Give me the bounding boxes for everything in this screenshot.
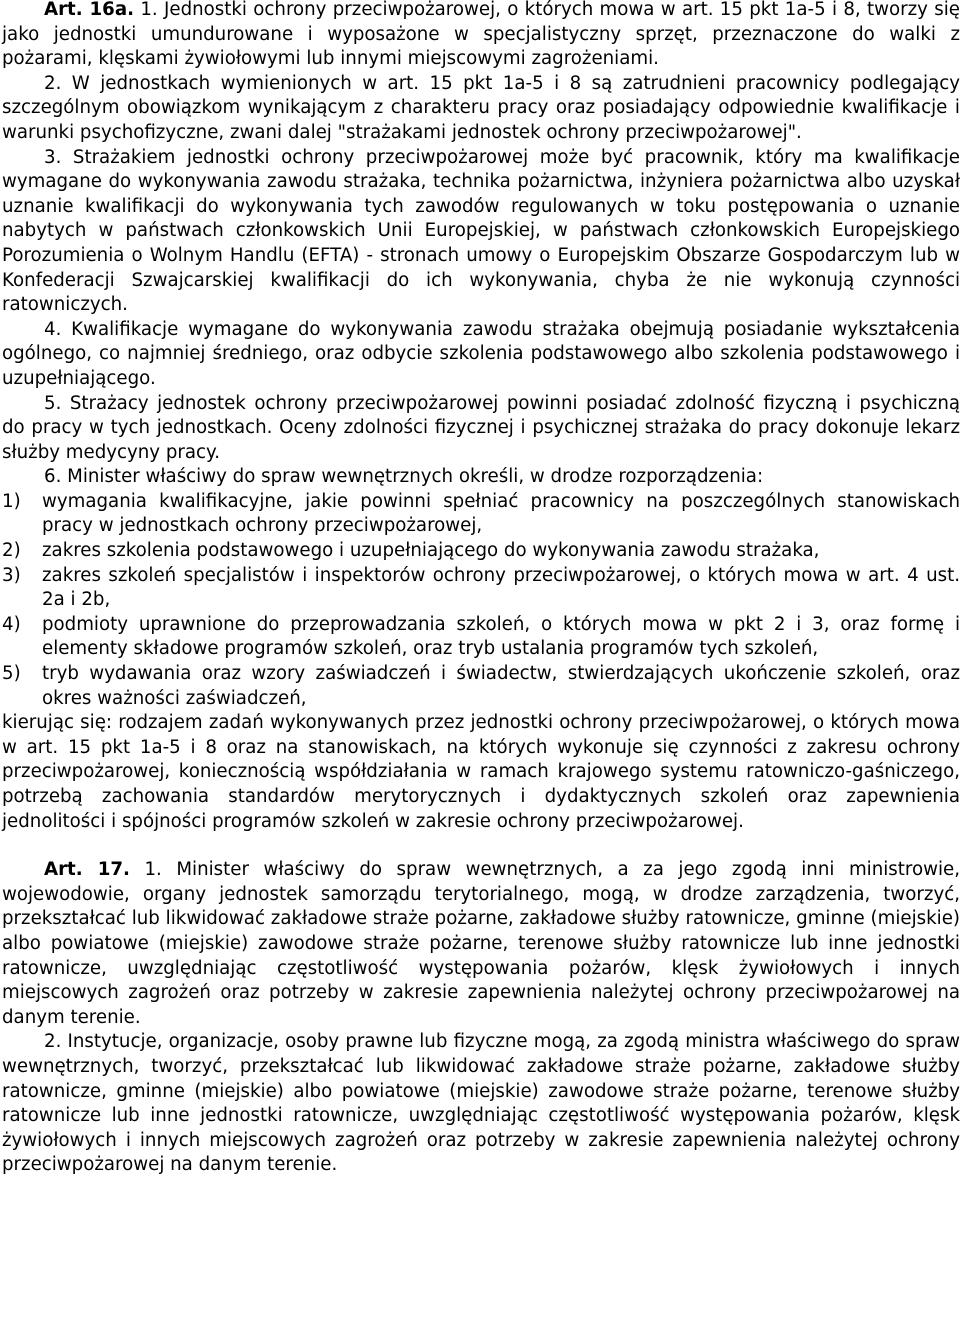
list-item (2, 490, 960, 539)
list-item-number: 2) (2, 540, 21, 562)
art16a-label: Art. 16a. (44, 0, 135, 20)
art16a-closing-paragraph: kierując się: rodzajem zadań wykonywanych przez jednostki ochrony przeciwpożarowej, o których mowa w art. 15 pkt 1a-5 i 8 oraz na stanowiskach, na których wykonuje się czynności z zakresu ochrony przeciwpożarowej, koniecznością współdziałania w ramach krajowego systemu ratowniczo-gaśniczego, potrzebą zachowania standardów merytorycznych i dydaktycznych szkoleń oraz zapewnienia jednolitości i spójności programów szkoleń w zakresie ochrony przeciwpożarowej. (2, 712, 960, 832)
list-item-text: wymagania kwalifikacyjne, jakie powinni spełniać pracownicy na poszczególnych stanowiskach pracy w jednostkach ochrony przeciwpożarowej, (42, 490, 960, 537)
art16a-paragraph-3: 3. Strażakiem jednostki ochrony przeciwpożarowej może być pracownik, który ma kwalifikacje wymagane do wykonywania zawodu strażaka, technika pożarnictwa, inżyniera pożarnictwa albo uzyskał uznanie kwalifikacji do wykonywania tych zawodów regulowanych w toku postępowania o uznanie nabytych w państwach członkowskich Unii Europejskiej, w państwach członkowskich Europejskiego Porozumienia o Wolnym Handlu (EFTA) - stronach umowy o Europejskim Obszarze Gospodarczym lub w Konfederacji Szwajcarskiej kwalifikacji do ich wykonywania, chyba że nie wykonują czynności ratowniczych. (2, 146, 960, 316)
list-item (2, 539, 960, 564)
list-item-number: 1) (2, 490, 21, 512)
art17-label: Art. 17. (44, 859, 130, 881)
list-item (2, 662, 960, 711)
list-item (2, 564, 960, 613)
list-item (2, 613, 960, 662)
section-spacer (2, 834, 960, 858)
art16a-p1-text: 1. Jednostki ochrony przeciwpożarowej, o których mowa w art. 15 pkt 1a-5 i 8, tworzy się jako jednostki umundurowane i wyposażone w specjalistyczny sprzęt, przeznaczone do walki z pożarami, klęskami żywiołowymi lub innymi miejscowymi zagrożeniami. (2, 0, 960, 70)
list-item-text: podmioty uprawnione do przeprowadzania szkoleń, o których mowa w pkt 2 i 3, oraz formę i elementy składowe programów szkoleń, oraz tryb ustalania programów tych szkoleń, (42, 613, 960, 660)
list-item-text: zakres szkoleń specjalistów i inspektorów ochrony przeciwpożarowej, o których mowa w art. 4 ust. 2a i 2b, (42, 564, 960, 611)
art17-p1-text: 1. Minister właściwy do spraw wewnętrznych, a za jego zgodą inni ministrowie, wojewodowie, organy jednostek samorządu terytorialnego, mogą, w drodze zarządzenia, tworzyć, przekształcać lub likwidować zakładowe straże pożarne, zakładowe służby ratownicze, gminne (miejskie) albo powiatowe (miejskie) zawodowe straże pożarne, terenowe służby ratownicze lub inne jednostki ratownicze, uwzględniając częstotliwość występowania pożarów, klęsk żywiołowych i innych miejscowych zagrożeń oraz potrzeby w zakresie zapewnienia należytej ochrony przeciwpożarowej na danym terenie. (2, 859, 960, 1028)
art17-paragraph-2: 2. Instytucje, organizacje, osoby prawne lub fizyczne mogą, za zgodą ministra właściwego do spraw wewnętrznych, tworzyć, przekształcać lub likwidować zakładowe straże pożarne, zakładowe służby ratownicze, gminne (miejskie) albo powiatowe (miejskie) zawodowe straże pożarne, terenowe służby ratownicze lub inne jednostki ratownicze, uwzględniając częstotliwość występowania pożarów, klęsk żywiołowych i innych miejscowych zagrożeń oraz potrzeby w zakresie zapewnienia należytej ochrony przeciwpożarowej na danym terenie. (2, 1031, 960, 1176)
art16a-paragraph-2: 2. W jednostkach wymienionych w art. 15 pkt 1a-5 i 8 są zatrudnieni pracownicy podlegający szczególnym obowiązkom wynikającym z charakteru pracy oraz posiadający odpowiednie kwalifikacje i warunki psychofizyczne, zwani dalej "strażakami jednostek ochrony przeciwpożarowej". (2, 72, 960, 143)
art16a-paragraph-1 (2, 0, 960, 72)
list-item-text: tryb wydawania oraz wzory zaświadczeń i świadectw, stwierdzających ukończenie szkoleń, oraz okres ważności zaświadczeń, (42, 663, 960, 709)
art16a-paragraph-5: 5. Strażacy jednostek ochrony przeciwpożarowej powinni posiadać zdolność fizyczną i psychiczną do pracy w tych jednostkach. Oceny zdolności fizycznej i psychicznej strażaka do pracy dokonuje lekarz służby medycyny pracy. (2, 392, 960, 463)
art16a-paragraph-6: 6. Minister właściwy do spraw wewnętrznych określi, w drodze rozporządzenia: (44, 466, 764, 488)
list-item-text: zakres szkolenia podstawowego i uzupełniającego do wykonywania zawodu strażaka, (42, 540, 820, 562)
list-item-number: 5) (2, 663, 21, 685)
art16a-paragraph-4: 4. Kwalifikacje wymagane do wykonywania zawodu strażaka obejmują posiadanie wykształcenia ogólnego, co najmniej średniego, oraz odbycie szkolenia podstawowego albo szkolenia podstawowego i uzupełniającego. (2, 318, 960, 389)
art17-paragraph-1 (2, 858, 960, 1030)
list-item-number: 3) (2, 564, 21, 586)
list-item-number: 4) (2, 613, 21, 635)
